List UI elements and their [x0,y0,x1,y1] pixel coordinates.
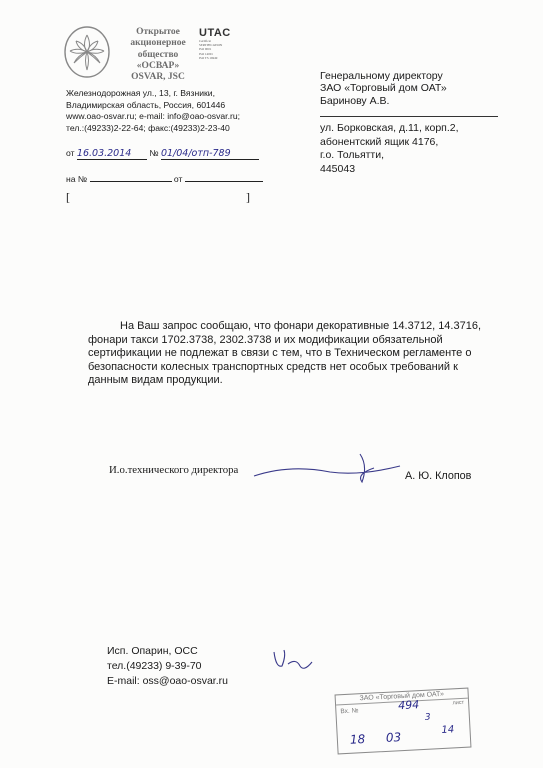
addressee-address-line: 445043 [320,162,356,175]
company-name [116,27,200,83]
stamp-date-month: 03 [385,730,402,745]
executor-phone: тел.(49233) 9-39-70 [107,660,202,672]
outgoing-date: 16.03.2014 [76,148,132,159]
executor-name: Исп. Опарин, ОСС [107,645,198,657]
stamp-title: ЗАО «Торговый дом ОАТ» [336,689,468,706]
addressee [320,70,520,107]
signatory-name: А. Ю. Клопов [405,470,472,482]
addressee-line: ЗАО «Торговый дом ОАТ» [320,82,447,95]
stamp-date-day: 18 [349,732,366,747]
signatory-position: И.о.технического директора [109,464,239,476]
stamp-sheets-value: 3 [424,712,431,723]
utac-line: SERTIFICATION [199,43,223,48]
stamp-date-row [338,724,471,754]
from-label: от [66,148,75,158]
subject-bracket-close: ] [246,190,250,204]
stamp-sheets-label: лист [452,699,465,707]
outgoing-reg-line [66,148,259,160]
letter-body [88,320,493,388]
subject-bracket-open: [ [66,190,70,204]
utac-line: ISO 9001 [199,47,212,52]
address-line: www.oao-osvar.ru; e-mail: info@oao-osvar.ru; [66,111,240,122]
executor-contact [107,644,228,689]
addressee-line: Баринову А.В. [320,94,390,107]
executor-email[interactable]: E-mail: oss@oao-osvar.ru [107,675,228,687]
address-line: тел.:(49233)2-22-64; факс:(49233)2-23-40 [66,122,230,133]
signature-scribble-icon [250,446,410,490]
addressee-address [320,122,520,176]
stamp-reg-label: Вх. № [340,707,359,716]
company-line: акционерное [130,38,186,49]
addressee-address-line: ул. Борковская, д.11, корп.2, [320,122,459,134]
stamp-date-year: 14 [441,724,455,736]
utac-line: ISO TS 16949 [199,55,218,60]
utac-logo: UTAC [199,27,231,39]
on-number-label: на № [66,174,88,184]
utac-certification-block [199,27,259,60]
addressee-address-line: абонентский ящик 4176, [320,135,439,148]
company-emblem-icon [62,25,112,81]
addressee-address-line: г.о. Тольятти, [320,149,385,162]
utac-line: ISO 14001 [199,51,213,56]
utac-line: Certificat [199,39,212,43]
addressee-line: Генеральному директору [320,70,443,82]
outgoing-number: 01/04/отп-789 [160,148,231,159]
addressee-rule [320,116,498,117]
address-line: Железнодорожная ул., 13, г. Вязники, [66,88,215,98]
initials-scribble-icon [270,646,316,674]
reply-to-line [66,174,263,184]
stamp-reg-number: 494 [397,698,420,713]
number-label: № [149,148,159,158]
company-line: Открытое [136,27,180,37]
sender-address [66,88,266,134]
company-line: общество [137,49,179,60]
incoming-stamp [335,688,472,755]
company-line: «ОСВАР» [136,60,180,71]
company-line: OSVAR, JSC [131,72,185,83]
address-line: Владимирская область, Россия, 601446 [66,99,226,110]
body-paragraph: На Ваш запрос сообщаю, что фонари декоративные 14.3712, 14.3716, фонари такси 1702.3738, 2302.3738 и их модификации обязательной сертификации не подлежат в связи с тем, что в Техническом регламенте о безопасности колесных транспортных средств нет особых требований к данным видам продукции. [88,320,482,386]
of-label: от [173,174,183,184]
